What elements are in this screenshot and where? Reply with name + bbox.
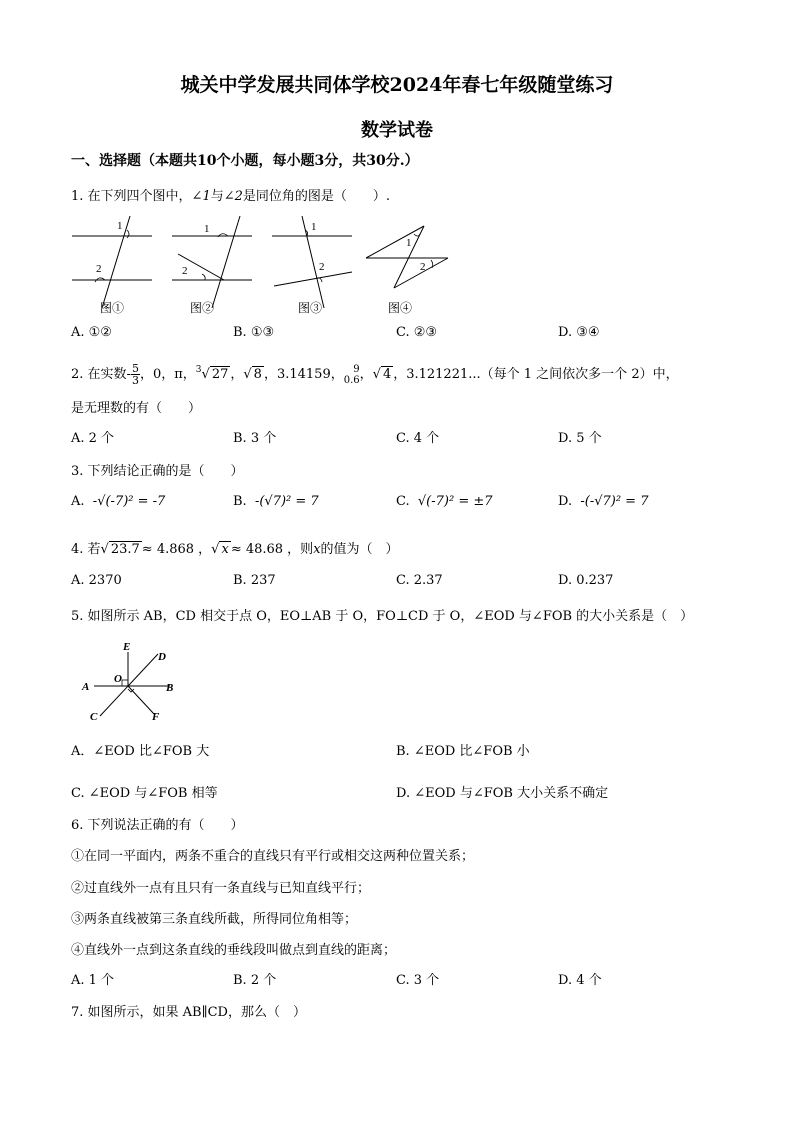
q1-figure-1 (68, 212, 158, 312)
q2-cbrt-value: 27 (211, 367, 229, 382)
q5-option-c: C. ∠EOD 与∠FOB 相等 (71, 786, 218, 801)
q3-option-d-label: D. (558, 494, 573, 509)
q1-stem-b: 是同位角的图是（ ）. (242, 189, 391, 204)
q4-sqrt-sign-1: √ (100, 542, 109, 557)
q5-label-c: C (90, 711, 98, 723)
q2-items: ，0，π， (139, 367, 196, 382)
q4-option-a: A. 2370 (71, 573, 122, 588)
q5-label-a: A (82, 681, 90, 693)
q2-repeating-decimal (344, 364, 360, 386)
fig2-mark-1: 1 (204, 223, 210, 235)
q4-x: x (313, 542, 321, 557)
q4-option-c: C. 2.37 (396, 573, 443, 588)
q1-option-a: A. ①② (71, 325, 112, 340)
q2-frac-num: 5 (131, 362, 139, 375)
q5-option-a: A．∠EOD 比∠FOB 大 (71, 744, 210, 759)
q4-sqrt-sign-2: √ (211, 542, 220, 557)
q3-option-a-label: A. (71, 494, 85, 509)
q4-option-b: B. 237 (233, 573, 276, 588)
fig3-mark-1: 1 (311, 221, 317, 233)
q1-option-d: D. ③④ (558, 325, 600, 340)
q4-stem-b: 的值为（ ） (320, 542, 399, 557)
q4-sqrt-value: 23.7 (110, 542, 140, 557)
fig4-mark-2: 2 (420, 261, 426, 273)
q2-neg: - (126, 367, 131, 382)
q1-figure-4 (364, 212, 454, 312)
q5-label-o: O (114, 673, 122, 685)
q3-option-d (558, 494, 648, 509)
question-6-stem: 6. 下列说法正确的有（ ） (71, 818, 244, 833)
q6-statement-3: ③两条直线被第三条直线所截，所得同位角相等； (71, 912, 358, 927)
q1-option-c: C. ②③ (396, 325, 438, 340)
q5-option-d: D. ∠EOD 与∠FOB 大小关系不确定 (396, 786, 609, 801)
q2-option-d: D. 5 个 (558, 431, 602, 446)
q2-option-b: B. 3 个 (233, 431, 277, 446)
exam-subtitle: 数学试卷 (361, 120, 433, 141)
q1-fig-label-3: 图③ (298, 301, 323, 315)
question-4-stem (71, 538, 399, 557)
q2-sqrt8-sign: √ (243, 367, 252, 382)
q6-option-d: D. 4 个 (558, 973, 602, 988)
question-1-stem (71, 185, 390, 204)
q5-label-e: E (123, 641, 131, 653)
q5-label-b: B (166, 682, 174, 694)
q3-option-c-expr: √(-7)² = ±7 (417, 494, 493, 509)
q6-statement-2: ②过直线外一点有且只有一条直线与已知直线平行； (71, 881, 371, 896)
q3-option-c (396, 494, 493, 509)
q2-rep-bottom: 0.6 (343, 374, 360, 386)
q2-frac-den: 3 (131, 374, 139, 387)
q2-cbrt-sign: √ (201, 367, 210, 382)
q2-cbrt-index: 3 (195, 365, 202, 375)
q2-fraction (131, 363, 140, 386)
q1-figure-3 (268, 212, 358, 312)
q5-option-b: B. ∠EOD 比∠FOB 小 (396, 744, 530, 759)
q3-option-b (233, 494, 319, 509)
q2-sqrt8-value: 8 (253, 367, 262, 382)
q3-option-c-label: C. (396, 494, 410, 509)
q4-approx1: ≈ 4.868 ， (141, 542, 212, 557)
q1-fig-label-2: 图② (190, 301, 215, 315)
q1-angle1: ∠1 (191, 189, 211, 204)
q1-figure-2 (168, 212, 258, 312)
q2-option-a: A. 2 个 (71, 431, 115, 446)
question-5-stem: 5. 如图所示 AB，CD 相交于点 O，EO⊥AB 于 O，FO⊥CD 于 O，∠EOD 与∠FOB 的大小关系是（ ） (71, 609, 694, 624)
q4-stem-a: 4. 若 (71, 542, 101, 557)
q4-sqrt-x: x (221, 542, 229, 557)
q6-option-c: C. 3 个 (396, 973, 440, 988)
fig2-mark-2: 2 (182, 265, 188, 277)
q2-sqrt4-value: 4 (382, 367, 392, 382)
q3-option-b-expr: -(√7)² = 7 (254, 494, 319, 509)
fig3-mark-2: 2 (319, 261, 325, 273)
section-heading: 一、选择题（本题共10个小题，每小题3分，共30分.） (71, 153, 419, 169)
q1-fig-label-1: 图① (100, 301, 125, 315)
q2-sep2: ，3.14159， (263, 367, 344, 382)
q3-option-a-expr: -√(-7)² = -7 (92, 494, 166, 509)
q4-option-d: D. 0.237 (558, 573, 614, 588)
q6-statement-4: ④直线外一点到这条直线的垂线段叫做点到直线的距离； (71, 943, 397, 958)
q6-statement-1: ①在同一平面内，两条不重合的直线只有平行或相交这两种位置关系； (71, 849, 475, 864)
q2-line2: 是无理数的有（ ） (71, 401, 202, 416)
q5-label-d: D (158, 651, 166, 663)
q4-approx2: ≈ 48.68 ，则 (230, 542, 314, 557)
q2-option-c: C. 4 个 (396, 431, 440, 446)
q5-figure (78, 636, 188, 728)
q3-option-a (71, 494, 165, 509)
q3-option-b-label: B. (233, 494, 247, 509)
q2-sep3: ， (359, 367, 373, 382)
question-3-stem: 3. 下列结论正确的是（ ） (71, 464, 244, 479)
exam-title: 城关中学发展共同体学校2024年春七年级随堂练习 (180, 74, 614, 96)
q5-label-f: F (152, 711, 160, 723)
q6-option-b: B. 2 个 (233, 973, 277, 988)
fig4-mark-1: 1 (406, 237, 412, 249)
q2-sqrt4-sign: √ (372, 367, 381, 382)
q3-option-d-expr: -(-√7)² = 7 (580, 494, 649, 509)
q2-stem-a: 2. 在实数 (71, 367, 127, 382)
question-7-stem: 7. 如图所示，如果 AB∥CD，那么（ ） (71, 1005, 306, 1020)
q1-option-b: B. ①③ (233, 325, 275, 340)
q1-stem-a: 1. 在下列四个图中， (71, 189, 192, 204)
q2-tail: ，3.121221...（每个 1 之间依次多一个 2）中， (393, 367, 679, 382)
question-2-stem (71, 358, 679, 387)
q2-rep-top: 9 (353, 363, 360, 375)
fig1-mark-2: 2 (96, 263, 102, 275)
q1-angle2: ∠2 (223, 189, 243, 204)
q2-sep1: ， (230, 367, 244, 382)
q1-fig-label-4: 图④ (388, 301, 413, 315)
q1-mid: 与 (210, 189, 224, 204)
q6-option-a: A. 1 个 (71, 973, 115, 988)
fig1-mark-1: 1 (117, 220, 123, 232)
